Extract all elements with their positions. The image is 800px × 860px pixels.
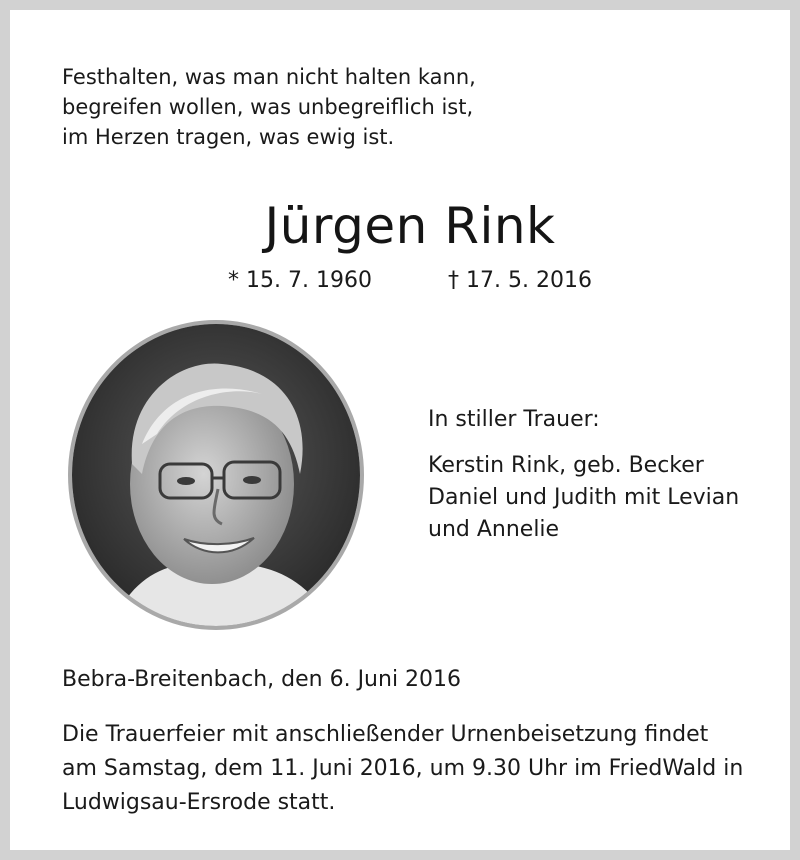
mourners-heading: In stiller Trauer: [428,407,600,432]
portrait-illustration [72,324,360,626]
ceremony-notice [62,718,772,820]
portrait-photo [68,320,364,630]
birth-date: * 15. 7. 1960 [228,268,372,293]
ceremony-line: Die Trauerfeier mit anschließender Urnenbeisetzung findet [62,722,709,747]
ceremony-line: am Samstag, dem 11. Juni 2016, um 9.30 Uhr im FriedWald in [62,756,744,781]
place-date: Bebra-Breitenbach, den 6. Juni 2016 [62,667,462,692]
mourner-line: Kerstin Rink, geb. Becker [428,453,704,478]
mourner-line: und Annelie [428,517,560,542]
poem-line: begreifen wollen, was unbegreiflich ist, [62,95,474,119]
death-date: † 17. 5. 2016 [448,268,592,293]
deceased-name: Jürgen Rink [264,197,556,255]
poem [62,62,622,152]
mourner-line: Daniel und Judith mit Levian [428,485,740,510]
ceremony-line: Ludwigsau-Ersrode statt. [62,790,336,815]
mourners-block [428,404,788,546]
poem-line: Festhalten, was man nicht halten kann, [62,65,476,89]
poem-line: im Herzen tragen, was ewig ist. [62,125,395,149]
